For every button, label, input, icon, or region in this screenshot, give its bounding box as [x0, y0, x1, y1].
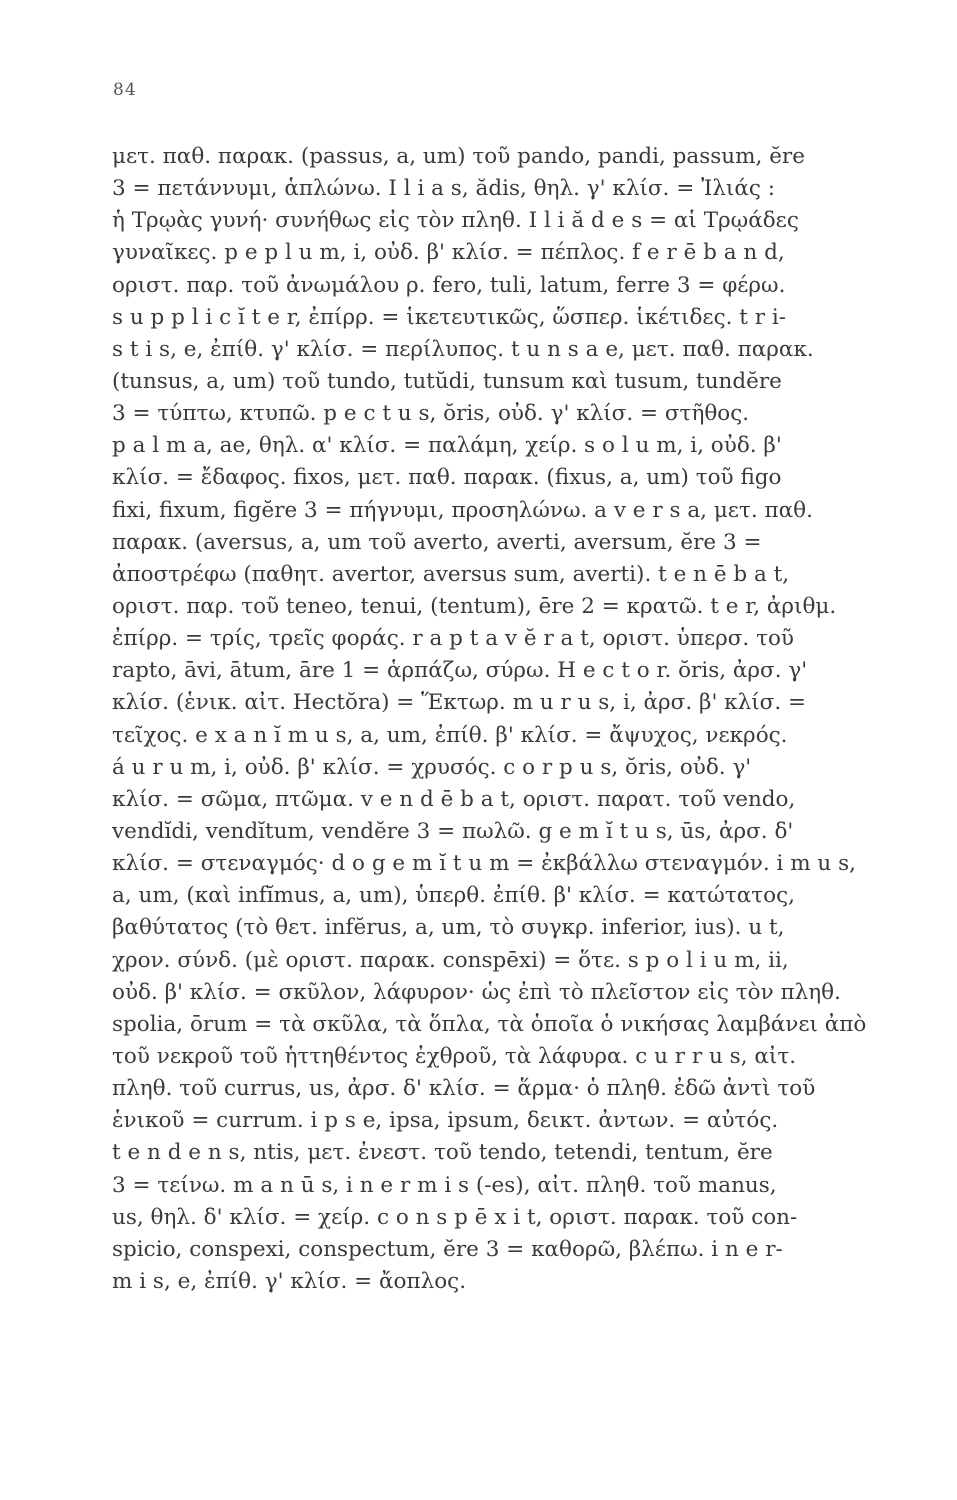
text-line-7: s t i s, e, ἐπίθ. γ' κλίσ. = περίλυπος. t u n s a e, μετ. παθ. παρακ. — [112, 336, 814, 362]
text-line-11: κλίσ. = ἔδαφος. fixos, μετ. παθ. παρακ. (fixus, a, um) τοῦ figo — [112, 465, 782, 491]
text-line-4: γυναῖκες. p e p l u m, i, οὐδ. β' κλίσ. = πέπλος. f e r ē b a n d, — [112, 240, 785, 266]
text-line-25: βαθύτατος (τὸ θετ. infĕrus, a, um, τὸ συγκρ. inferior, ius). u t, — [112, 915, 785, 941]
glossary-text — [112, 141, 942, 1298]
text-line-23: κλίσ. = στεναγμός· d o g e m ĭ t u m = ἐκβάλλω στεναγμόν. i m u s, — [112, 851, 856, 877]
text-line-8: (tunsus, a, um) τοῦ tundo, tutŭdi, tunsum καὶ tusum, tundĕre — [112, 368, 782, 394]
text-line-28: spolia, ōrum = τὰ σκῦλα, τὰ ὅπλα, τὰ ὁποῖα ὁ νικήσας λαμβάνει ἀπὸ — [112, 1011, 867, 1037]
text-line-29: τοῦ νεκροῦ τοῦ ἡττηθέντος ἐχθροῦ, τὰ λάφυρα. c u r r u s, αἰτ. — [112, 1043, 797, 1069]
text-line-35: spicio, conspexi, conspectum, ĕre 3 = καθορῶ, βλέπω. i n e r- — [112, 1236, 783, 1262]
text-line-15: οριστ. παρ. τοῦ teneo, tenui, (tentum), ēre 2 = κρατῶ. t e r, ἀριθμ. — [112, 593, 837, 619]
text-line-1: μετ. παθ. παρακ. (passus, a, um) τοῦ pando, pandi, passum, ĕre — [112, 144, 805, 169]
text-line-6: s u p p l i c ĭ t e r, ἐπίρρ. = ἱκετευτικῶς, ὥσπερ. ἱκέτιδες. t r i- — [112, 304, 787, 330]
text-line-16: ἐπίρρ. = τρίς, τρεῖς φοράς. r a p t a v ĕ r a t, οριστ. ὑπερσ. τοῦ — [112, 626, 794, 652]
text-line-31: ἑνικοῦ = currum. i p s e, ipsa, ipsum, δεικτ. ἀντων. = αὐτός. — [112, 1108, 779, 1134]
text-line-19: τεῖχος. e x a n ĭ m u s, a, um, ἐπίθ. β' κλίσ. = ἄψυχος, νεκρός. — [112, 722, 788, 748]
text-line-27: οὐδ. β' κλίσ. = σκῦλον, λάφυρον· ὡς ἐπὶ τὸ πλεῖστον εἰς τὸν πληθ. — [112, 979, 841, 1005]
page-number: 84 — [113, 80, 137, 100]
text-line-13: παρακ. (aversus, a, um τοῦ averto, averti, aversum, ĕre 3 = — [112, 529, 762, 555]
text-line-33: 3 = τείνω. m a n ū s, i n e r m i s (-es), αἰτ. πληθ. τοῦ manus, — [112, 1172, 777, 1198]
text-line-26: χρον. σύνδ. (μὲ οριστ. παρακ. conspēxi) = ὅτε. s p o l i u m, ii, — [112, 947, 789, 973]
text-line-32: t e n d e n s, ntis, μετ. ἐνεστ. τοῦ tendo, tetendi, tentum, ĕre — [112, 1140, 773, 1166]
text-line-30: πληθ. τοῦ currus, us, ἀρσ. δ' κλίσ. = ἅρμα· ὁ πληθ. ἐδῶ ἀντὶ τοῦ — [112, 1076, 816, 1102]
text-line-10: p a l m a, ae, θηλ. α' κλίσ. = παλάμη, χείρ. s o l u m, i, οὐδ. β' — [112, 433, 782, 459]
text-line-22: vendĭdi, vendĭtum, vendĕre 3 = πωλῶ. g e m ĭ t u s, ūs, ἀρσ. δ' — [112, 818, 794, 844]
text-line-20: á u r u m, i, οὐδ. β' κλίσ. = χρυσός. c o r p u s, ŏris, οὐδ. γ' — [112, 754, 752, 780]
text-line-21: κλίσ. = σῶμα, πτῶμα. v e n d ē b a t, οριστ. παρατ. τοῦ vendo, — [112, 786, 796, 812]
text-line-17: rapto, āvi, ātum, āre 1 = ἁρπάζω, σύρω. H e c t o r. ŏris, ἀρσ. γ' — [112, 658, 808, 684]
text-line-12: fixi, fixum, figĕre 3 = πήγνυμι, προσηλώνω. a v e r s a, μετ. παθ. — [112, 497, 813, 523]
text-line-14: ἀποστρέφω (παθητ. avertor, aversus sum, averti). t e n ē b a t, — [112, 561, 790, 587]
text-line-3: ἡ Τρῳὰς γυνή· συνήθως εἰς τὸν πληθ. I l i ă d e s = αἱ Τρῳάδες — [112, 208, 799, 234]
text-line-2: 3 = πετάννυμι, ἁπλώνω. I l i a s, ădis, θηλ. γ' κλίσ. = Ἰλιάς : — [112, 176, 775, 202]
text-line-9: 3 = τύπτω, κτυπῶ. p e c t u s, ŏris, οὐδ. γ' κλίσ. = στῆθος. — [112, 401, 750, 427]
text-line-34: us, θηλ. δ' κλίσ. = χείρ. c o n s p ē x i t, οριστ. παρακ. τοῦ con- — [112, 1204, 798, 1230]
text-line-5: οριστ. παρ. τοῦ ἀνωμάλου ρ. fero, tuli, latum, ferre 3 = φέρω. — [112, 272, 786, 298]
text-line-36: m i s, e, ἐπίθ. γ' κλίσ. = ἄοπλος. — [112, 1268, 467, 1294]
text-line-18: κλίσ. (ἑνικ. αἰτ. Hectŏra) = Ἕκτωρ. m u r u s, i, ἀρσ. β' κλίσ. = — [112, 690, 807, 716]
text-line-24: a, um, (καὶ infĭmus, a, um), ὑπερθ. ἐπίθ. β' κλίσ. = κατώτατος, — [112, 883, 795, 909]
